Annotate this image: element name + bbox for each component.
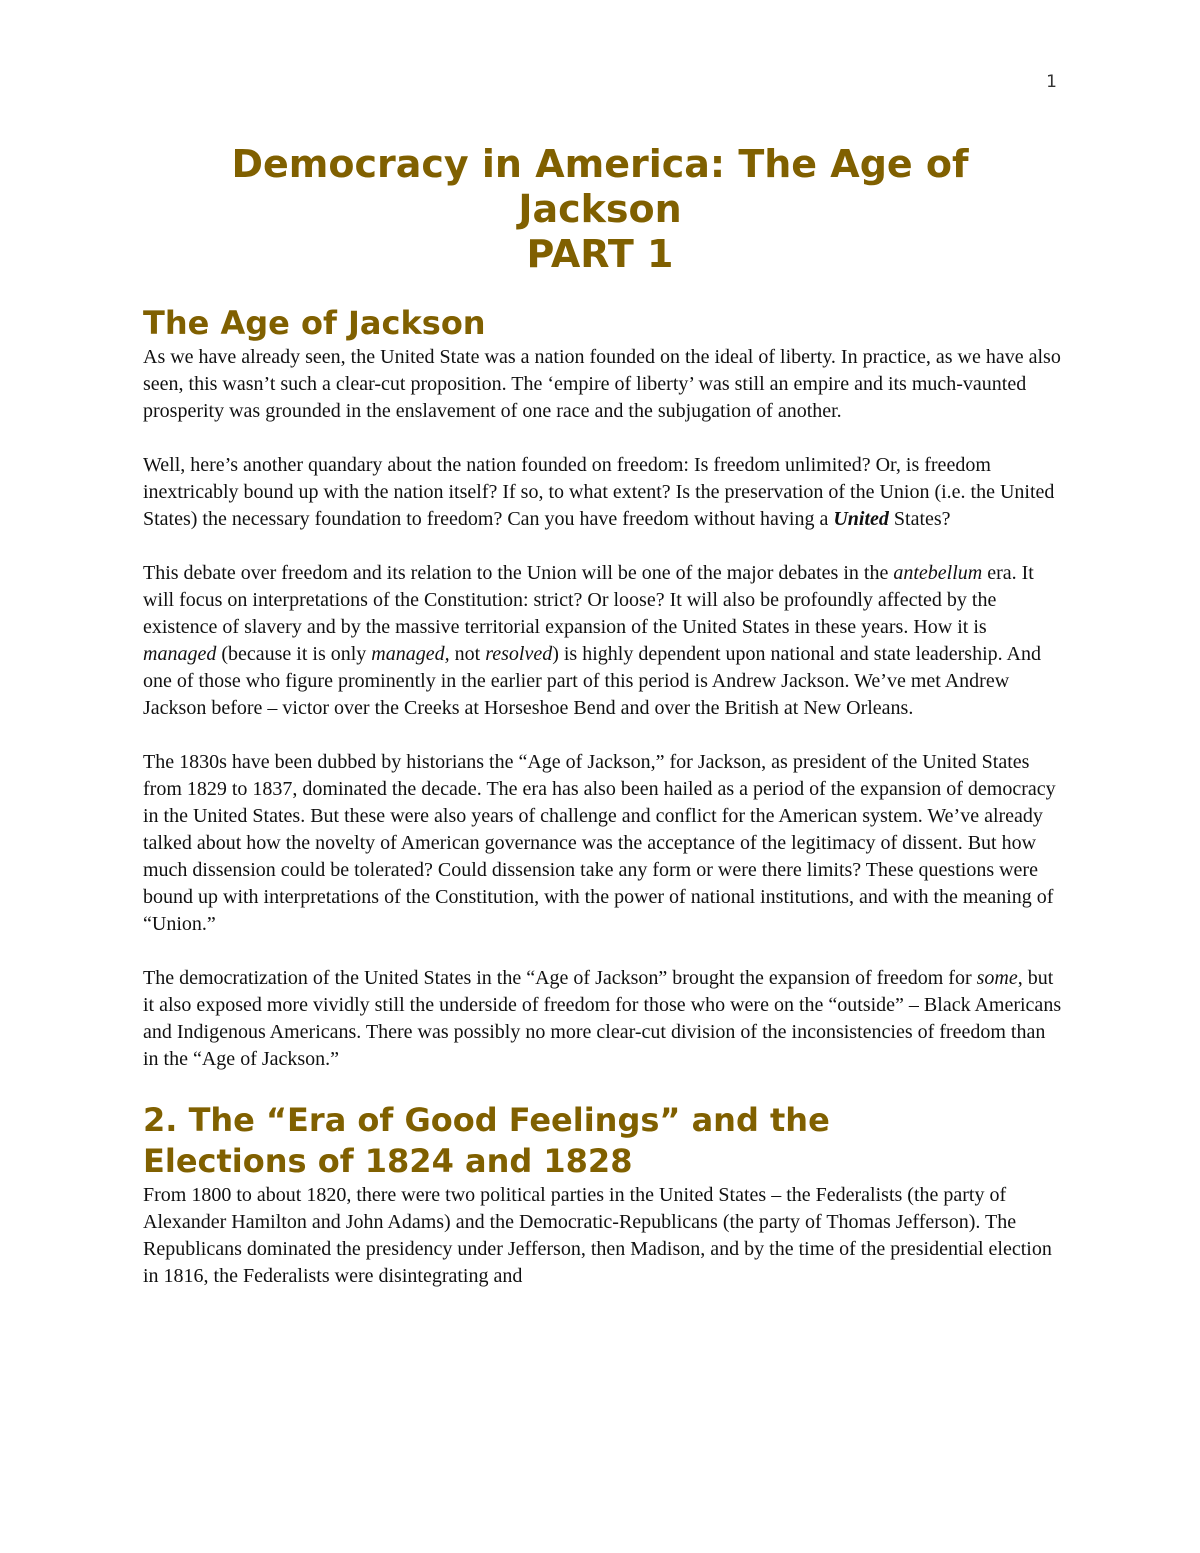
- emphasis-text: managed: [143, 643, 217, 665]
- section-heading-era-of-good-feelings: [143, 1100, 1063, 1182]
- emphasis-text: United: [833, 508, 889, 530]
- paragraph: From 1800 to about 1820, there were two political parties in the United States – the Federalists (the party of Alexander Hamilton and John Adams) and the Democratic-Republicans (the party of Thomas Jefferson). The Republicans dominated the presidency under Jefferson, then Madison, and by the time of the presidential election in 1816, the Federalists were disintegrating and: [143, 1184, 1052, 1287]
- title-line-3: PART 1: [526, 232, 674, 276]
- section-heading-age-of-jackson: The Age of Jackson: [143, 304, 486, 342]
- emphasis-text: some: [976, 967, 1018, 989]
- page-number: 1: [1046, 72, 1057, 92]
- document-title: [143, 142, 1057, 277]
- heading-line-2: Elections of 1824 and 1828: [143, 1142, 633, 1180]
- emphasis-text: resolved: [485, 643, 553, 665]
- document-body: [143, 303, 1063, 1317]
- title-line-1: Democracy in America: The Age of: [231, 142, 969, 186]
- title-line-2: Jackson: [518, 187, 682, 231]
- paragraph: Well, here’s another quandary about the nation founded on freedom: Is freedom unlimited? Or, is freedom inextricably bound up with the nation itself? If so, to what extent? Is the preservation of the Union (i.e. the United States) the necessary foundation to freedom? Can you have freedom without having a United States?: [143, 454, 1055, 530]
- paragraph: This debate over freedom and its relation to the Union will be one of the major debates in the antebellum era. It will focus on interpretations of the Constitution: strict? Or loose? It will also be profoundly affected by the existence of slavery and by the massive territorial expansion of the United States in these years. How it is managed (because it is only managed, not resolved) is highly dependent upon national and state leadership. And one of those who figure prominently in the earlier part of this period is Andrew Jackson. We’ve met Andrew Jackson before – victor over the Creeks at Horseshoe Bend and over the British at New Orleans.: [143, 562, 1041, 719]
- paragraph: The democratization of the United States in the “Age of Jackson” brought the expansion of freedom for some, but it also exposed more vividly still the underside of freedom for those who were on the “outside” – Black Americans and Indigenous Americans. There was possibly no more clear-cut division of the inconsistencies of freedom than in the “Age of Jackson.”: [143, 967, 1062, 1070]
- emphasis-text: antebellum: [893, 562, 983, 584]
- heading-line-1: 2. The “Era of Good Feelings” and the: [143, 1101, 830, 1139]
- emphasis-text: managed,: [371, 643, 450, 665]
- paragraph: As we have already seen, the United State was a nation founded on the ideal of liberty. In practice, as we have also seen, this wasn’t such a clear-cut proposition. The ‘empire of liberty’ was still an empire and its much-vaunted prosperity was grounded in the enslavement of one race and the subjugation of another.: [143, 346, 1061, 422]
- paragraph: The 1830s have been dubbed by historians the “Age of Jackson,” for Jackson, as president of the United States from 1829 to 1837, dominated the decade. The era has also been hailed as a period of the expansion of democracy in the United States. But these were also years of challenge and conflict for the American system. We’ve already talked about how the novelty of American governance was the acceptance of the legitimacy of dissent. But how much dissension could be tolerated? Could dissension take any form or were there limits? These questions were bound up with interpretations of the Constitution, with the power of national institutions, and with the meaning of “Union.”: [143, 751, 1056, 935]
